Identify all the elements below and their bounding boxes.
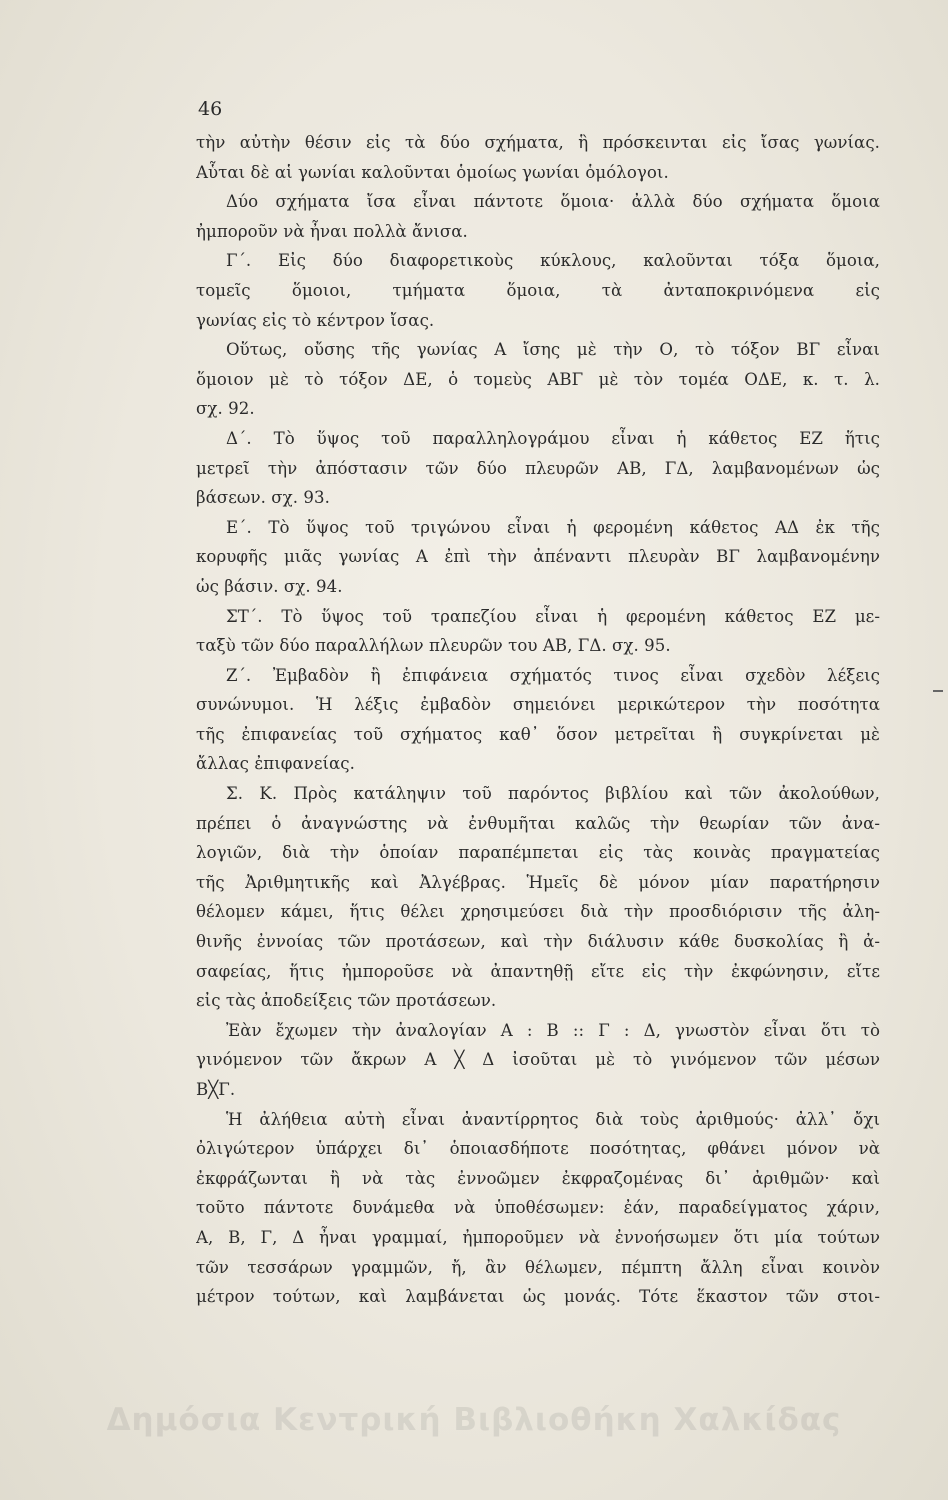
text-line: ὅμοιον μὲ τὸ τόξον ΔΕ, ὁ τομεὺς ΑΒΓ μὲ τὸν τομέα ΟΔΕ, κ. τ. λ. — [196, 369, 880, 389]
text-line: Α, Β, Γ, Δ ἦναι γραμμαί, ἠμποροῦμεν νὰ ἐννοήσωμεν ὅτι μία τούτων — [196, 1227, 880, 1247]
text-line: σαφείας, ἥτις ἠμποροῦσε νὰ ἀπαντηθῇ εἴτε εἰς τὴν ἐκφώνησιν, εἴτε — [196, 961, 880, 981]
text-line: ΣΤ΄. Τὸ ὕψος τοῦ τραπεζίου εἶναι ἡ φερομένη κάθετος ΕΖ με- — [226, 606, 880, 626]
text-line: Δύο σχήματα ἴσα εἶναι πάντοτε ὅμοια· ἀλλὰ δύο σχήματα ὅμοια — [226, 192, 880, 212]
text-line: Δ΄. Τὸ ὕψος τοῦ παραλληλογράμου εἶναι ἡ κάθετος ΕΖ ἥτις — [226, 428, 880, 448]
text-line: τῆς Ἀριθμητικῆς καὶ Ἀλγέβρας. Ἡμεῖς δὲ μόνον μίαν παρατήρησιν — [196, 872, 880, 892]
text-line: ὡς βάσιν. σχ. 94. — [196, 576, 343, 596]
text-line: Οὕτως, οὔσης τῆς γωνίας Α ἴσης μὲ τὴν Ο, τὸ τόξον ΒΓ εἶναι — [226, 340, 880, 360]
text-line: πρέπει ὁ ἀναγνώστης νὰ ἐνθυμῆται καλῶς τὴν θεωρίαν τῶν ἀνα- — [196, 813, 880, 833]
text-line: μέτρον τούτων, καὶ λαμβάνεται ὡς μονάς. Τότε ἕκαστον τῶν στοι- — [196, 1287, 880, 1307]
text-line: Ἐὰν ἔχωμεν τὴν ἀναλογίαν Α : Β :: Γ : Δ, γνωστὸν εἶναι ὅτι τὸ — [226, 1020, 880, 1040]
text-line: θέλομεν κάμει, ἥτις θέλει χρησιμεύσει διὰ τὴν προσδιόρισιν τῆς ἀλη- — [196, 902, 880, 922]
margin-mark — [933, 690, 943, 692]
text-line: τομεῖς ὅμοιοι, τμήματα ὅμοια, τὰ ἀνταποκρινόμενα εἰς — [196, 280, 880, 300]
text-line: σχ. 92. — [196, 399, 255, 419]
text-line: βάσεων. σχ. 93. — [196, 488, 330, 508]
text-line: γωνίας εἰς τὸ κέντρον ἴσας. — [196, 310, 435, 330]
text-line: ἐκφράζωνται ἢ νὰ τὰς ἐννοῶμεν ἐκφραζομένας δι᾽ ἀριθμῶν· καὶ — [196, 1168, 880, 1188]
text-line: Γ΄. Εἰς δύο διαφορετικοὺς κύκλους, καλοῦνται τόξα ὅμοια, — [226, 251, 880, 271]
text-line: τὴν αὐτὴν θέσιν εἰς τὰ δύο σχήματα, ἣ πρόσκεινται εἰς ἴσας γωνίας. — [196, 133, 880, 152]
text-line: Β╳Γ. — [196, 1080, 236, 1099]
page-number: 46 — [198, 98, 223, 120]
text-line: ὀλιγώτερον ὑπάρχει δι᾽ ὁποιασδήποτε ποσότητας, φθάνει μόνον νὰ — [196, 1139, 880, 1159]
text-line: Ε΄. Τὸ ὕψος τοῦ τριγώνου εἶναι ἡ φερομένη κάθετος ΑΔ ἐκ τῆς — [226, 517, 880, 537]
text-line: τοῦτο πάντοτε δυνάμεθα νὰ ὑποθέσωμεν: ἐάν, παραδείγματος χάριν, — [196, 1198, 880, 1218]
text-line: Ζ΄. Ἐμβαδὸν ἢ ἐπιφάνεια σχήματός τινος εἶναι σχεδὸν λέξεις — [226, 665, 880, 685]
text-line: ταξὺ τῶν δύο παραλλήλων πλευρῶν του ΑΒ, ΓΔ. σχ. 95. — [196, 636, 671, 656]
text-line: Ἡ ἀλήθεια αὐτὴ εἶναι ἀναντίρρητος διὰ τοὺς ἀριθμούς· ἀλλ᾽ ὄχι — [226, 1109, 880, 1129]
body-text — [196, 128, 880, 1312]
text-line: μετρεῖ τὴν ἀπόστασιν τῶν δύο πλευρῶν ΑΒ, ΓΔ, λαμβανομένων ὡς — [196, 458, 880, 478]
text-line: κορυφῆς μιᾶς γωνίας Α ἐπὶ τὴν ἀπέναντι πλευρὰν ΒΓ λαμβανομένην — [196, 547, 880, 567]
library-watermark: Δημόσια Κεντρική Βιβλιοθήκη Χαλκίδας — [106, 1402, 842, 1438]
text-line: θινῆς ἐννοίας τῶν προτάσεων, καὶ τὴν διάλυσιν κάθε δυσκολίας ἢ ἀ- — [196, 932, 880, 952]
text-line: Σ. Κ. Πρὸς κατάληψιν τοῦ παρόντος βιβλίου καὶ τῶν ἀκολούθων, — [226, 784, 880, 804]
text-line: ἠμποροῦν νὰ ἦναι πολλὰ ἄνισα. — [196, 221, 468, 241]
text-line: εἰς τὰς ἀποδείξεις τῶν προτάσεων. — [196, 991, 497, 1011]
text-line: συνώνυμοι. Ἡ λέξις ἐμβαδὸν σημειόνει μερικώτερον τὴν ποσότητα — [196, 695, 880, 715]
text-line: ἄλλας ἐπιφανείας. — [196, 754, 355, 774]
text-line: τῶν τεσσάρων γραμμῶν, ἤ, ἂν θέλωμεν, πέμπτη ἄλλη εἶναι κοινὸν — [196, 1257, 880, 1277]
text-line: γινόμενον τῶν ἄκρων Α ╳ Δ ἰσοῦται μὲ τὸ γινόμενον τῶν μέσων — [196, 1050, 880, 1070]
text-line: τῆς ἐπιφανείας τοῦ σχήματος καθ᾽ ὅσον μετρεῖται ἢ συγκρίνεται μὲ — [196, 724, 880, 744]
text-line: Αὗται δὲ αἱ γωνίαι καλοῦνται ὁμοίως γωνίαι ὁμόλογοι. — [196, 162, 669, 182]
text-line: λογιῶν, διὰ τὴν ὁποίαν παραπέμπεται εἰς τὰς κοινὰς πραγματείας — [196, 843, 880, 863]
